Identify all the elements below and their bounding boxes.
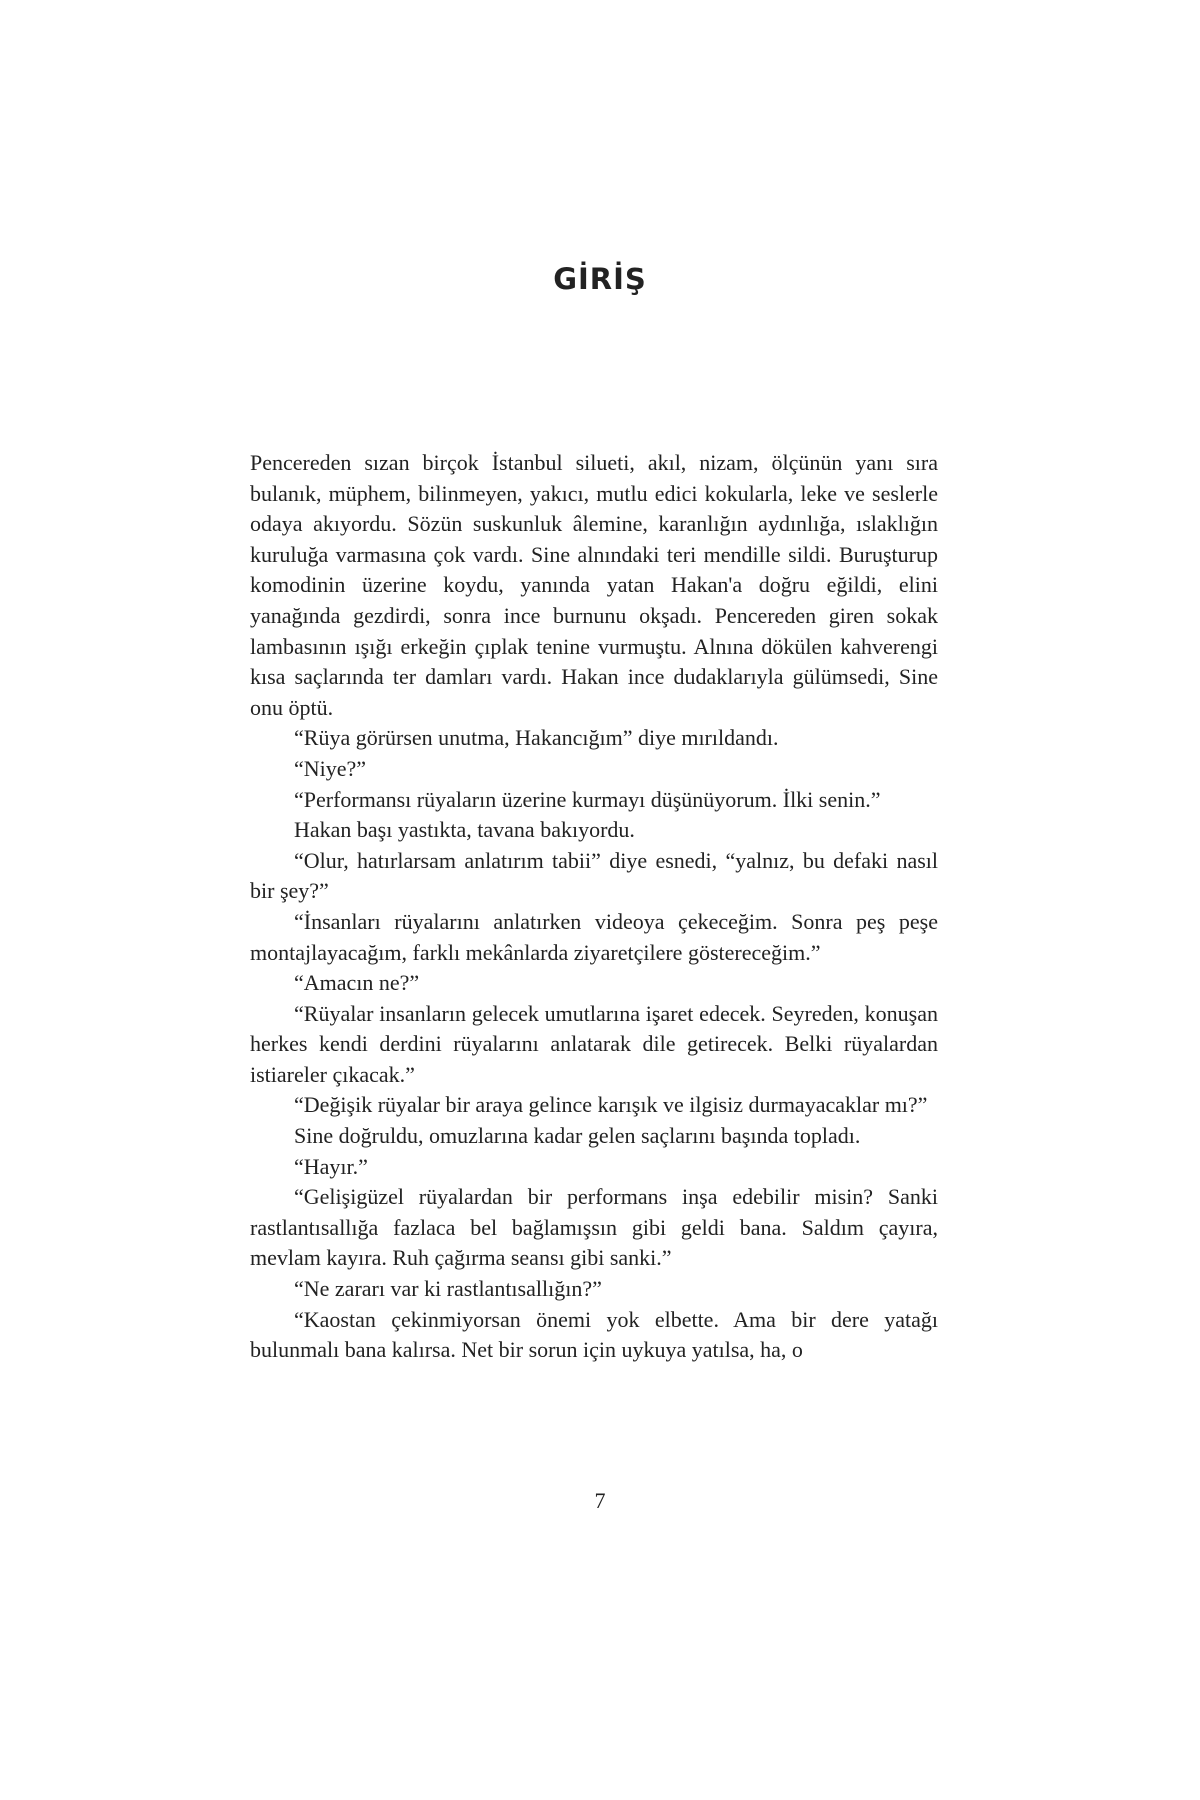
paragraph: “Rüyalar insanların gelecek umutlarına işaret edecek. Seyreden, konuşan herkes kendi derdini rüyalarını anlatarak dile getirecek. Belki rüyalardan istiareler çıkacak.” <box>250 1000 938 1087</box>
paragraph: “Niye?” <box>294 755 367 781</box>
page-number: 7 <box>594 1488 606 1513</box>
paragraph: “Gelişigüzel rüyalardan bir performans inşa edebilir misin? Sanki rastlantısallığa fazlaca bel bağlamışsın gibi geldi bana. Saldım çayıra, mevlam kayıra. Ruh çağırma seansı gibi sanki.” <box>250 1184 938 1271</box>
paragraph: “Amacın ne?” <box>294 970 420 996</box>
paragraph: Hakan başı yastıkta, tavana bakıyordu. <box>294 817 635 843</box>
paragraph: “Performansı rüyaların üzerine kurmayı düşünüyorum. İlki senin.” <box>294 786 881 812</box>
paragraph: Pencereden sızan birçok İstanbul silueti, akıl, nizam, ölçünün yanı sıra bulanık, müphem, bilinmeyen, yakıcı, mutlu edici kokularla, leke ve seslerle odaya akıyordu. Sözün suskunluk âlemine, karanlığın aydınlığa, ıslaklığın kuruluğa varmasına çok vardı. Sine alnındaki teri mendille sildi. Buruşturup komodinin üzerine koydu, yanında yatan Hakan'a doğru eğildi, elini yanağında gezdirdi, sonra ince burnunu okşadı. Pencereden giren sokak lambasının ışığı erkeğin çıplak tenine vurmuştu. Alnına dökülen kahverengi kısa saçlarında ter damları vardı. Hakan ince dudaklarıyla gülümsedi, Sine onu öptü. <box>250 450 938 720</box>
paragraph: “Ne zararı var ki rastlantısallığın?” <box>294 1276 602 1302</box>
paragraph: Sine doğruldu, omuzlarına kadar gelen saçlarını başında topladı. <box>294 1123 861 1149</box>
paragraph: “Hayır.” <box>294 1153 368 1179</box>
paragraph: “Değişik rüyalar bir araya gelince karışık ve ilgisiz durmayacaklar mı?” <box>294 1092 928 1118</box>
paragraph: “Rüya görürsen unutma, Hakancığım” diye mırıldandı. <box>294 725 779 751</box>
paragraph: “Kaostan çekinmiyorsan önemi yok elbette. Ama bir dere yatağı bulunmalı bana kalırsa. Net bir sorun için uykuya yatılsa, ha, o <box>250 1306 938 1363</box>
paragraph: “Olur, hatırlarsam anlatırım tabii” diye esnedi, “yalnız, bu defaki nasıl bir şey?” <box>250 847 938 904</box>
chapter-title: GİRİŞ <box>553 262 647 296</box>
paragraph: “İnsanları rüyalarını anlatırken videoya çekeceğim. Sonra peş peşe montajlayacağım, farklı mekânlarda ziyaretçilere göstereceğim.” <box>250 908 938 965</box>
body-text <box>250 448 938 1366</box>
